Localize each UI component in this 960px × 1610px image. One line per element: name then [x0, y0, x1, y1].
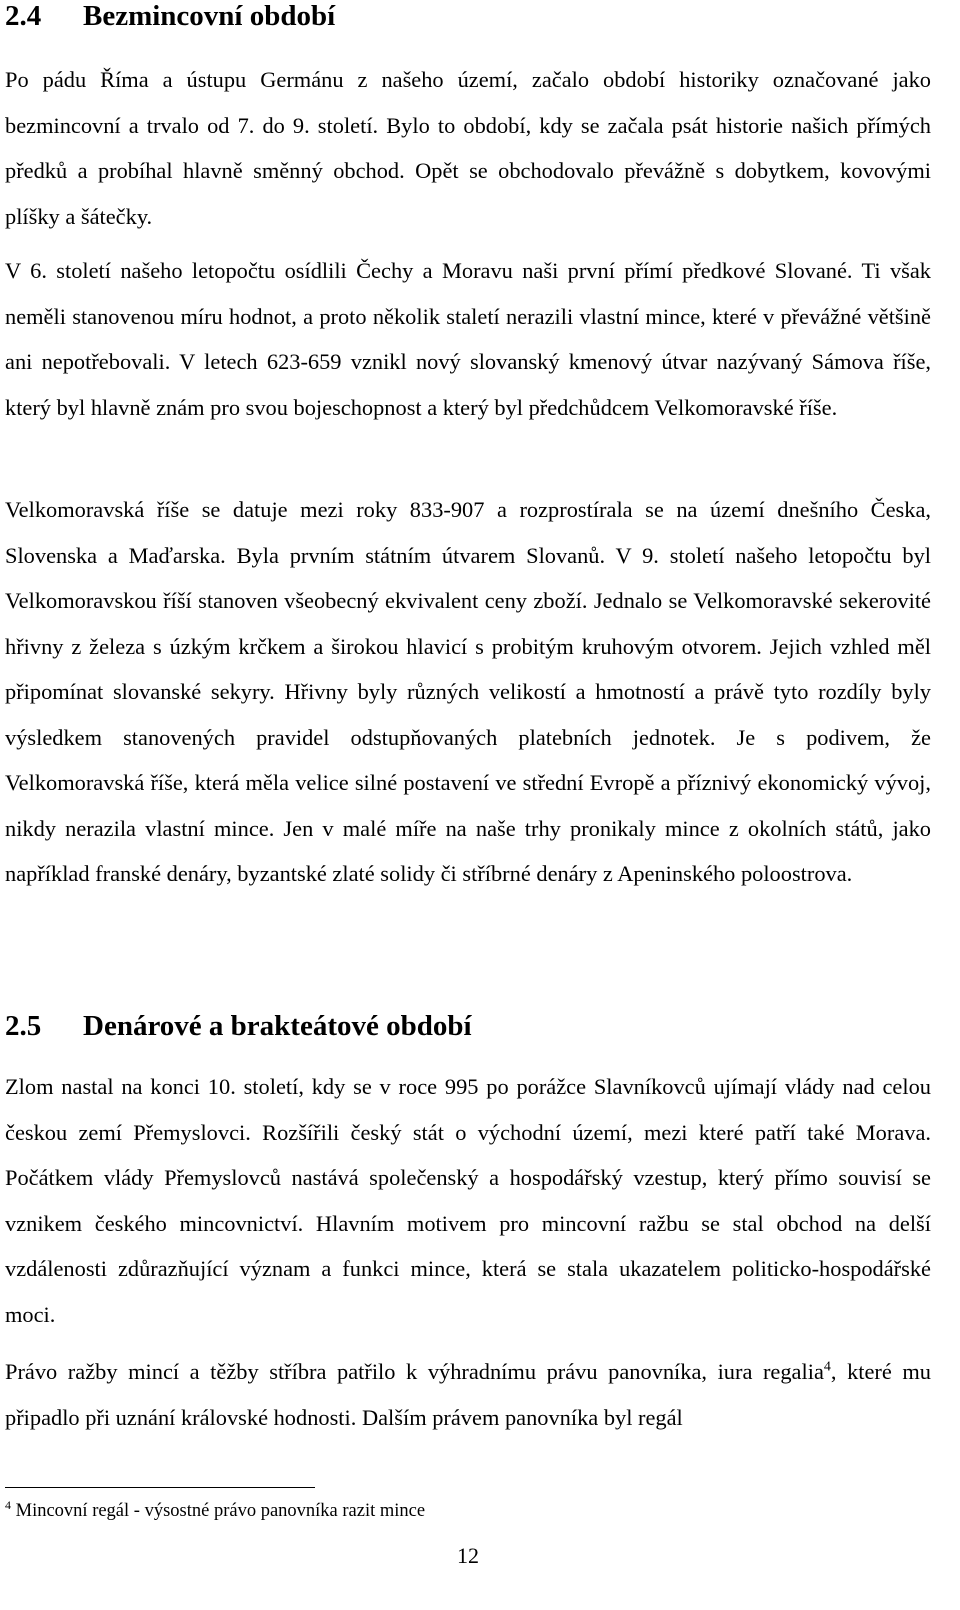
paragraph: Velkomoravská říše se datuje mezi roky 833-907 a rozprostírala se na území dnešního Česka, Slovenska a Maďarska. Byla prvním státním útvarem Slovanů. V 9. století našeho letopočtu byl Velkomoravskou říší stanoven všeobecný ekvivalent ceny zboží. Jednalo se Velkomoravské sekerovité hřivny z železa s úzkým krčkem a širokou hlavicí s probitým kruhovým otvorem. Jejich vzhled měl připomínat slovanské sekyry. Hřivny byly různých velikostí a hmotností a právě tyto rozdíly byly výsledkem stanovených pravidel odstupňovaných platebních jednotek. Je s podivem, že Velkomoravská říše, která měla velice silné postavení ve střední Evropě a příznivý ekonomický vývoj, nikdy nerazila vlastní mince. Jen v malé míře na naše trhy pronikaly mince z okolních států, jako například franské denáry, byzantské zlaté solidy či stříbrné denáry z Apeninského poloostrova.	[5, 497, 931, 886]
footnote-mark: 4	[5, 1497, 11, 1512]
paragraph-with-footnote	[5, 1349, 931, 1440]
paragraph: Zlom nastal na konci 10. století, kdy se v roce 995 po porážce Slavníkovců ujímají vlády nad celou českou zemí Přemyslovci. Rozšířili český stát o východní území, mezi které patří také Morava. Počátkem vlády Přemyslovců nastává společenský a hospodářský vzestup, který přímo souvisí se vznikem českého mincovnictví. Hlavním motivem pro mincovní ražbu se stal obchod na delší vzdálenosti zdůrazňující význam a funkci mince, která se stala ukazatelem politicko-hospodářské moci.	[5, 1074, 931, 1327]
paragraph: Po pádu Říma a ústupu Germánu z našeho území, začalo období historiky označované jako bezmincovní a trvalo od 7. do 9. století. Bylo to období, kdy se začala psát historie našich přímých předků a probíhal hlavně směnný obchod. Opět se obchodovalo převážně s dobytkem, kovovými plíšky a šátečky.	[5, 67, 931, 229]
section-title: Bezmincovní období	[83, 0, 336, 32]
section-heading-2-5	[5, 1008, 472, 1044]
section-heading-2-4	[5, 0, 335, 34]
paragraph: V 6. století našeho letopočtu osídlili Čechy a Moravu naši první přímí předkové Slované. Ti však neměli stanovenou míru hodnot, a proto několik staletí nerazili vlastní mince, které v převážné většině ani nepotřebovali. V letech 623-659 vznikl nový slovanský kmenový útvar nazývaný Sámova říše, který byl hlavně znám pro svou bojeschopnost a který byl předchůdcem Velkomoravské říše.	[5, 258, 931, 420]
paragraph-text: , které mu připadlo při uznání královské hodnosti. Dalším právem panovníka byl regál	[5, 1359, 931, 1430]
paragraph-text: Právo ražby mincí a těžby stříbra patřilo k výhradnímu právu panovníka, iura regalia	[5, 1359, 824, 1384]
footnote-text: Mincovní regál - výsostné právo panovníka razit mince	[11, 1501, 426, 1521]
page-number: 12	[457, 1543, 479, 1568]
footnote-reference: 4	[823, 1359, 831, 1375]
section-title: Denárové a brakteátové období	[83, 1010, 472, 1042]
footnote-divider	[5, 1487, 315, 1488]
footnote	[5, 1498, 425, 1524]
section-number: 2.5	[5, 1010, 42, 1042]
section-number: 2.4	[5, 0, 42, 32]
